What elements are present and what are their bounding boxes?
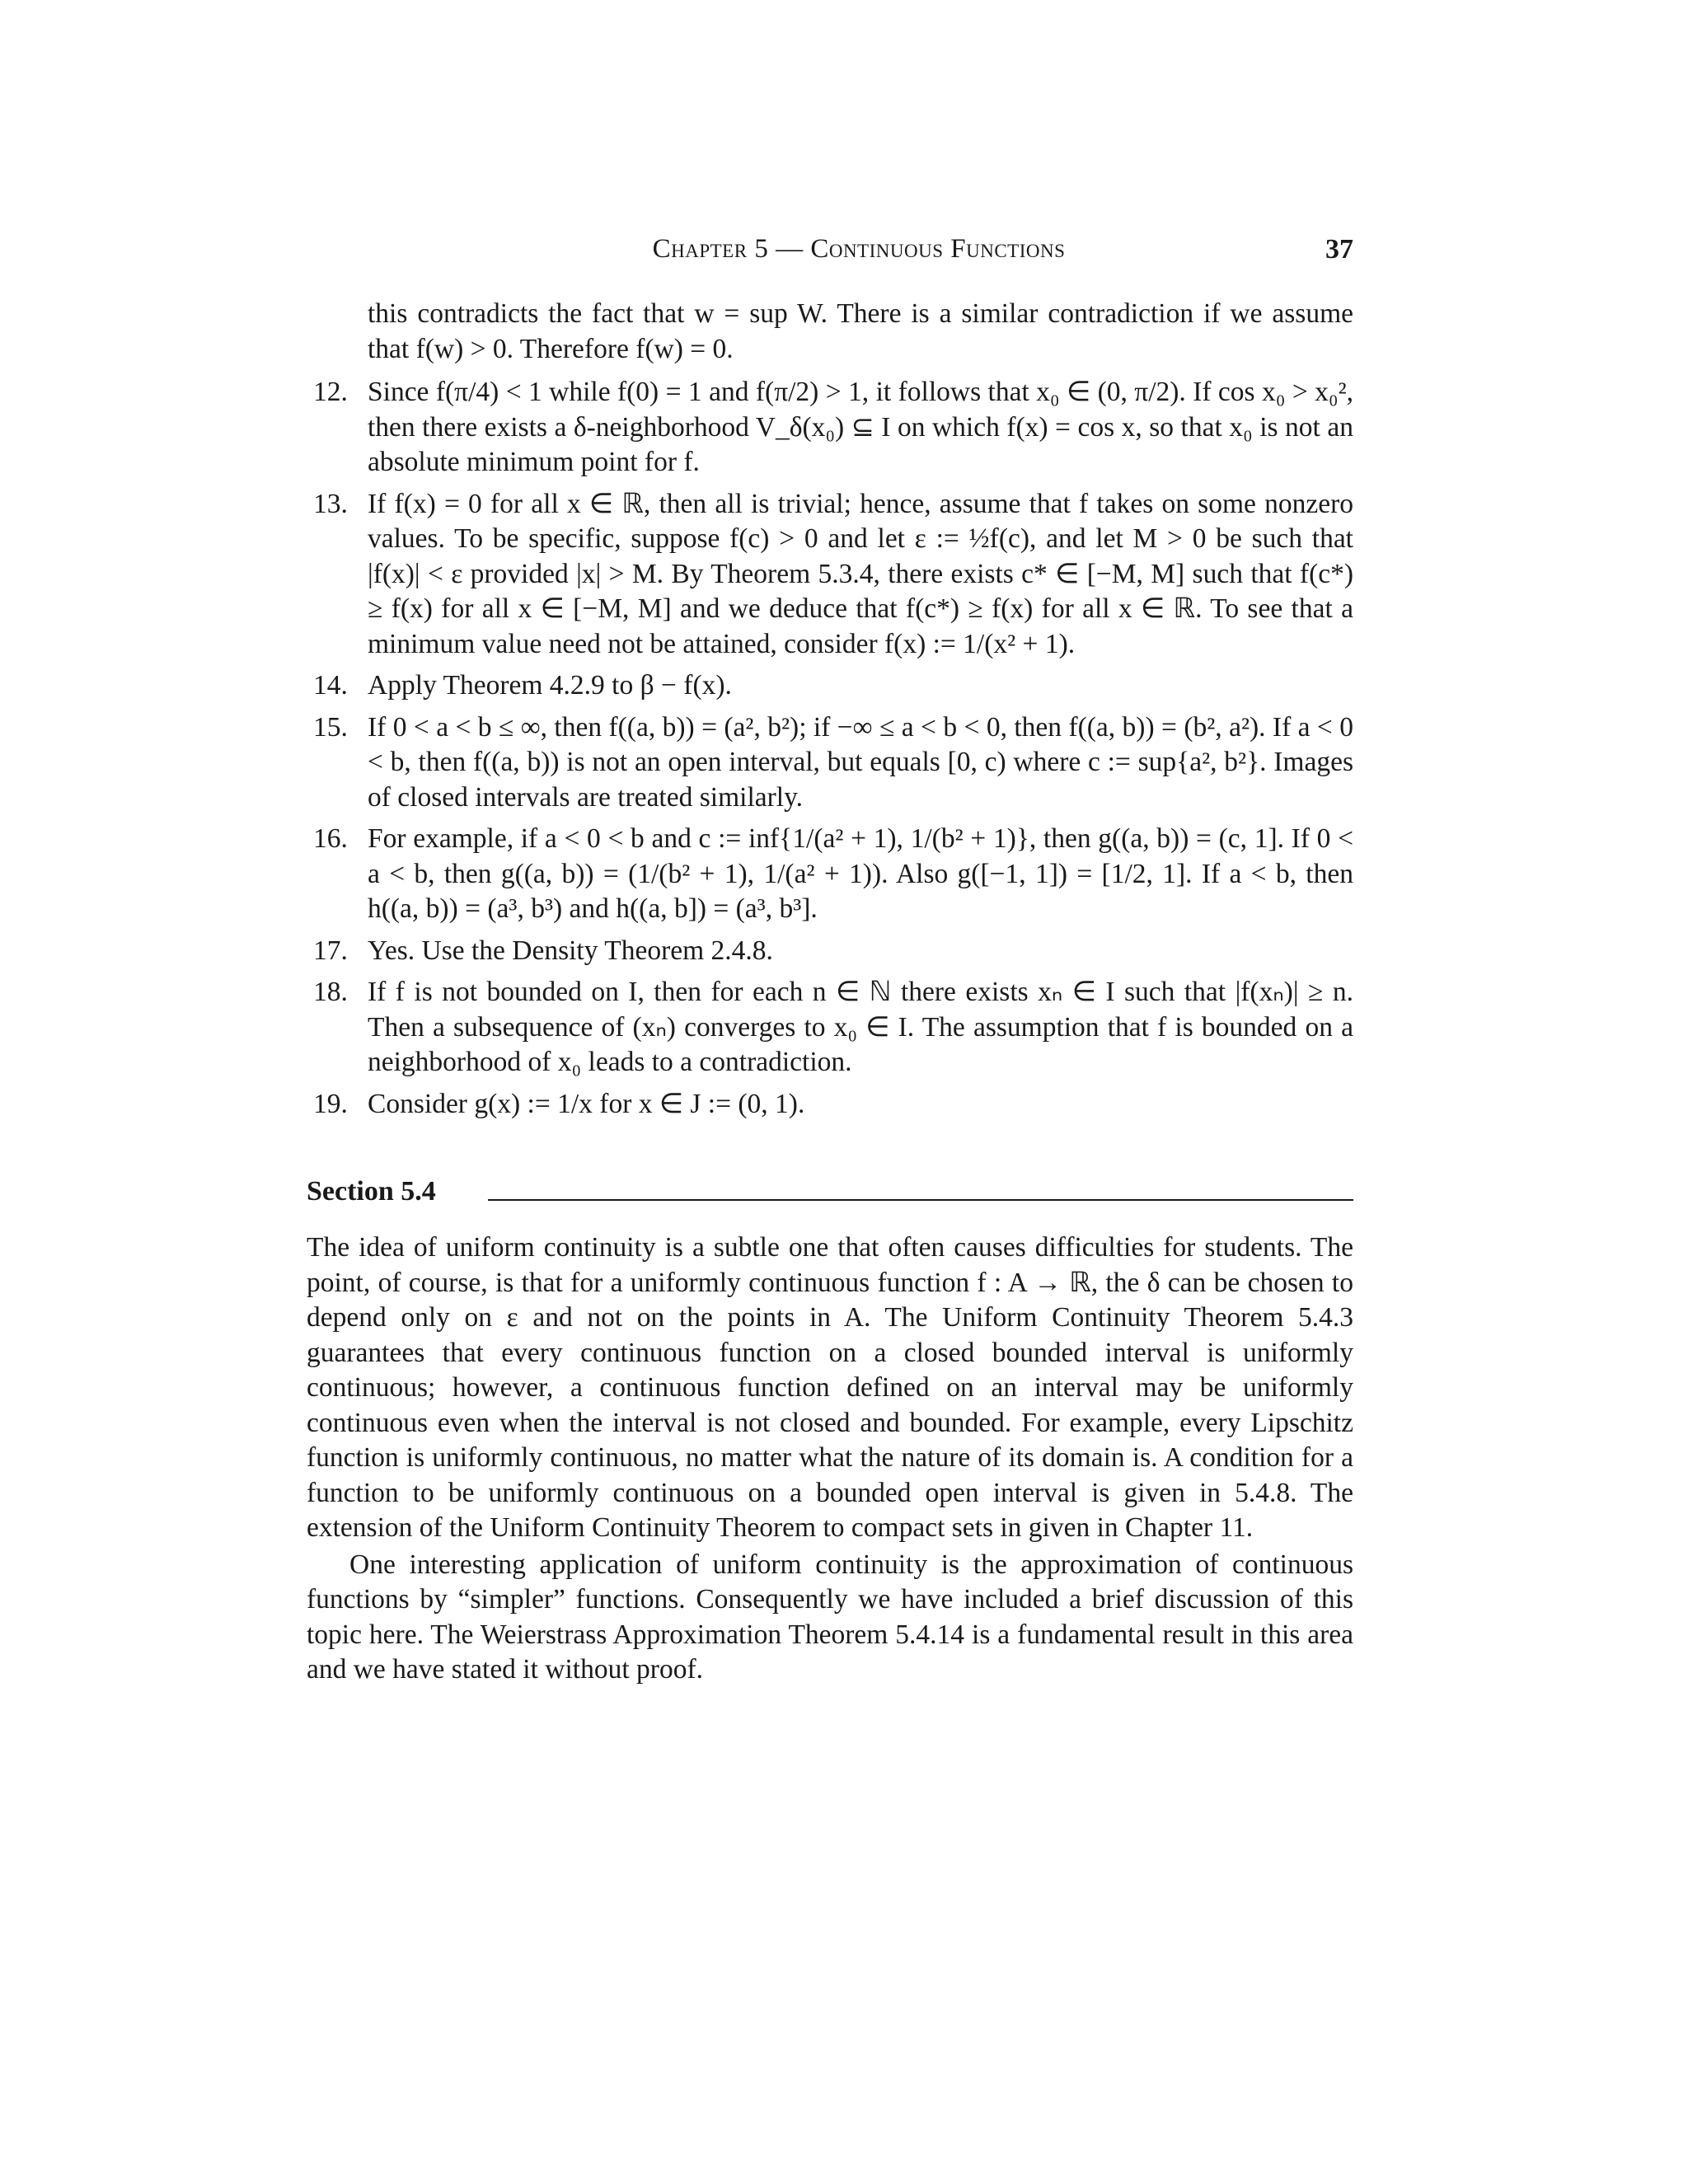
answer-item-14 xyxy=(307,668,1353,704)
answer-number: 18. xyxy=(313,977,348,1007)
answer-number: 14. xyxy=(313,670,348,701)
answer-item-12 xyxy=(307,375,1353,480)
answer-number: 16. xyxy=(313,823,348,854)
answer-number: 12. xyxy=(313,377,348,407)
section-rule xyxy=(488,1199,1353,1201)
answer-item-17 xyxy=(307,934,1353,969)
section-paragraph: The idea of uniform continuity is a subtle one that often causes difficulties for students. The point, of course, is that for a uniformly continuous function f : A → ℝ, the δ can be chosen to depend only on ε and not on the points in A. The Uniform Continuity Theorem 5.4.3 guarantees that every continuous function on a closed bounded interval is uniformly continuous; however, a continuous function defined on an interval may be uniformly continuous even when the interval is not closed and bounded. For example, every Lipschitz function is uniformly continuous, no matter what the nature of its domain is. A condition for a function to be uniformly continuous on a bounded open interval is given in 5.4.8. The extension of the Uniform Continuity Theorem to compact sets in given in Chapter 11. xyxy=(307,1232,1353,1543)
answer-item-16 xyxy=(307,822,1353,927)
section-title: Section 5.4 xyxy=(307,1174,459,1210)
answer-number: 17. xyxy=(313,935,348,966)
answer-number: 13. xyxy=(313,488,348,519)
continuation-paragraph: this contradicts the fact that w = sup W. There is a similar contradiction if we assume that f(w) > 0. Therefore f(w) = 0. xyxy=(368,298,1353,364)
answer-text: If f(x) = 0 for all x ∈ ℝ, then all is trivial; hence, assume that f takes on some nonzero values. To be specific, suppose f(c) > 0 and let ε := ½f(c), and let M > 0 be such that |f(x)| < ε provided |x| > M. By Theorem 5.3.4, there exists c* ∈ [−M, M] such that f(c*) ≥ f(x) for all x ∈ [−M, M] and we deduce that f(c*) ≥ f(x) for all x ∈ ℝ. To see that a minimum value need not be attained, consider f(x) := 1/(x² + 1). xyxy=(368,488,1353,659)
answer-item-13 xyxy=(307,487,1353,663)
chapter-title: Chapter 5 — Continuous Functions xyxy=(652,234,1066,264)
answer-item-19 xyxy=(307,1087,1353,1122)
answer-item-15 xyxy=(307,710,1353,816)
answer-item-18 xyxy=(307,975,1353,1080)
answer-number: 15. xyxy=(313,711,348,743)
answer-text: Apply Theorem 4.2.9 to β − f(x). xyxy=(368,670,732,701)
page-number: 37 xyxy=(1325,234,1353,265)
exercise-answers-list xyxy=(307,375,1353,1122)
section-heading xyxy=(307,1174,1353,1209)
answer-text: If 0 < a < b ≤ ∞, then f((a, b)) = (a², b²); if −∞ ≤ a < b < 0, then f((a, b)) = (b², a²). If a < 0 < b, then f((a, b)) is not an open interval, but equals [0, c) where c := sup{a², b²}. Images of closed intervals are treated similarly. xyxy=(368,711,1353,813)
answer-number: 19. xyxy=(313,1088,348,1119)
answer-text: If f is not bounded on I, then for each n ∈ ℕ there exists xₙ ∈ I such that |f(xₙ)| ≥ n. Then a subsequence of (xₙ) converges to x₀ ∈ I. The assumption that f is bounded on a neighborhood of x₀ leads to a contradiction. xyxy=(368,977,1353,1077)
page-body xyxy=(307,297,1353,1688)
running-header xyxy=(364,234,1353,277)
answer-text: Consider g(x) := 1/x for x ∈ J := (0, 1). xyxy=(368,1088,805,1119)
answer-text: For example, if a < 0 < b and c := inf{1/(a² + 1), 1/(b² + 1)}, then g((a, b)) = (c, 1]. If 0 < a < b, then g((a, b)) = (1/(b² + 1), 1/(a² + 1)). Also g([−1, 1]) = [1/2, 1]. If a < b, then h((a, b)) = (a³, b³) and h((a, b]) = (a³, b³]. xyxy=(368,823,1353,924)
section-paragraph: One interesting application of uniform continuity is the approximation of continuous functions by “simpler” functions. Consequently we have included a brief discussion of this topic here. The Weierstrass Approximation Theorem 5.4.14 is a fundamental result in this area and we have stated it without proof. xyxy=(307,1549,1353,1685)
answer-text: Yes. Use the Density Theorem 2.4.8. xyxy=(368,935,773,966)
answer-text: Since f(π/4) < 1 while f(0) = 1 and f(π/2) > 1, it follows that x₀ ∈ (0, π/2). If cos x₀ > x₀², then there exists a δ-neighborhood V_δ(x₀) ⊆ I on which f(x) = cos x, so that x₀ is not an absolute minimum point for f. xyxy=(368,377,1353,477)
